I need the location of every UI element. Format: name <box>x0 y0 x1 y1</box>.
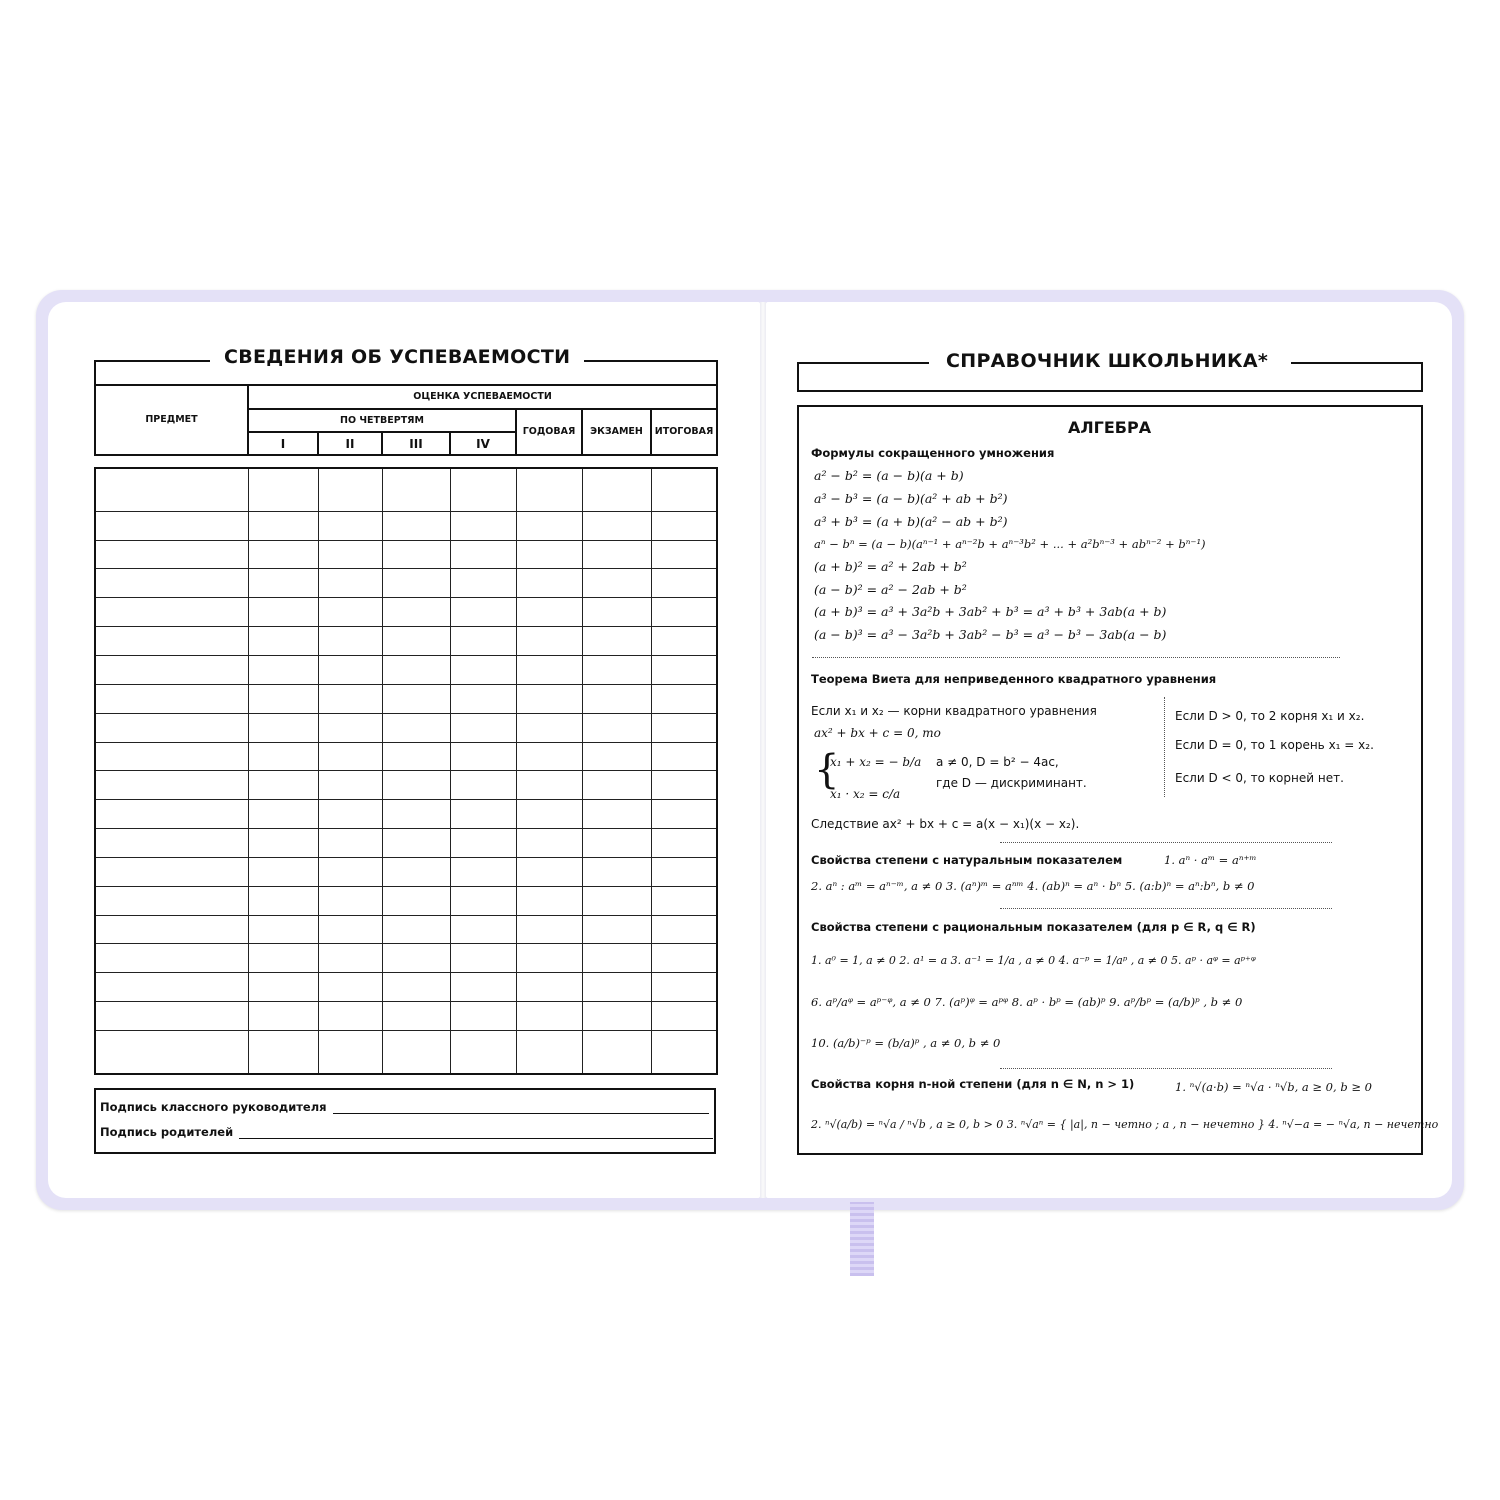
natural-heading: Свойства степени с натуральным показателем <box>811 853 1123 867</box>
subject-cell[interactable] <box>95 511 248 540</box>
grade-cell[interactable] <box>318 829 382 858</box>
subject-cell[interactable] <box>95 944 248 973</box>
grade-cell[interactable] <box>382 800 450 829</box>
quarter-4-header: IV <box>450 432 516 455</box>
grade-cell[interactable] <box>450 598 516 627</box>
left-page-title: СВЕДЕНИЯ ОБ УСПЕВАЕМОСТИ <box>210 346 584 368</box>
grades-grid-table <box>94 467 718 1075</box>
grade-cell[interactable] <box>382 857 450 886</box>
grade-cell[interactable] <box>516 829 582 858</box>
exam-header: ЭКЗАМЕН <box>582 409 651 455</box>
rational-rules-3: 10. (a/b)⁻ᵖ = (b/a)ᵖ , a ≠ 0, b ≠ 0 <box>811 1036 1001 1050</box>
grade-cell[interactable] <box>450 829 516 858</box>
rational-rules-1: 1. a⁰ = 1, a ≠ 0 2. a¹ = a 3. a⁻¹ = 1/a , a ≠ 0 4. a⁻ᵖ = 1/aᵖ , a ≠ 0 5. aᵖ · aᵠ = aᵖ⁺ᵠ <box>811 954 1256 967</box>
grade-cell[interactable] <box>582 627 651 656</box>
subject-cell[interactable] <box>95 857 248 886</box>
grade-cell[interactable] <box>318 713 382 742</box>
grade-cell[interactable] <box>318 656 382 685</box>
grade-cell[interactable] <box>382 944 450 973</box>
grade-row <box>95 598 717 627</box>
grade-cell[interactable] <box>318 973 382 1002</box>
parents-signature-label: Подпись родителей <box>100 1125 234 1139</box>
grade-cell[interactable] <box>582 684 651 713</box>
grade-cell[interactable] <box>248 800 318 829</box>
grade-row <box>95 713 717 742</box>
grade-cell[interactable] <box>450 771 516 800</box>
subject-header: ПРЕДМЕТ <box>95 385 248 455</box>
grade-cell[interactable] <box>450 468 516 511</box>
grade-cell[interactable] <box>651 857 717 886</box>
grade-cell[interactable] <box>582 468 651 511</box>
natural-rule-1: 1. aⁿ · aᵐ = aⁿ⁺ᵐ <box>1164 853 1257 867</box>
grade-cell[interactable] <box>382 742 450 771</box>
grade-cell[interactable] <box>318 800 382 829</box>
grade-cell[interactable] <box>651 915 717 944</box>
grade-cell[interactable] <box>248 569 318 598</box>
grade-cell[interactable] <box>651 569 717 598</box>
grade-cell[interactable] <box>516 684 582 713</box>
grade-row <box>95 829 717 858</box>
grade-cell[interactable] <box>450 800 516 829</box>
grade-cell[interactable] <box>516 800 582 829</box>
grade-cell[interactable] <box>516 771 582 800</box>
grade-row <box>95 771 717 800</box>
formula-line: (a − b)³ = a³ − 3a²b + 3ab² − b³ = a³ − b³ − 3ab(a − b) <box>814 627 1167 642</box>
grade-cell[interactable] <box>382 511 450 540</box>
grade-cell[interactable] <box>450 857 516 886</box>
grade-cell[interactable] <box>582 857 651 886</box>
grade-cell[interactable] <box>450 915 516 944</box>
grade-row <box>95 800 717 829</box>
grade-cell[interactable] <box>248 886 318 915</box>
parents-signature-row <box>100 1125 713 1139</box>
grade-cell[interactable] <box>651 800 717 829</box>
grade-cell[interactable] <box>450 684 516 713</box>
grade-cell[interactable] <box>651 973 717 1002</box>
grade-cell[interactable] <box>382 973 450 1002</box>
grade-cell[interactable] <box>248 1002 318 1031</box>
subject-cell[interactable] <box>95 656 248 685</box>
separator <box>812 657 1340 658</box>
grade-cell[interactable] <box>651 598 717 627</box>
quarters-header: ПО ЧЕТВЕРТЯМ <box>248 409 516 432</box>
grade-cell[interactable] <box>450 627 516 656</box>
grade-cell[interactable] <box>248 857 318 886</box>
teacher-signature-line[interactable] <box>333 1112 709 1114</box>
grade-cell[interactable] <box>248 468 318 511</box>
grade-cell[interactable] <box>582 656 651 685</box>
grade-row <box>95 1002 717 1031</box>
grade-cell[interactable] <box>248 713 318 742</box>
grade-cell[interactable] <box>382 829 450 858</box>
grade-cell[interactable] <box>651 511 717 540</box>
grade-cell[interactable] <box>382 684 450 713</box>
grade-cell[interactable] <box>450 540 516 569</box>
grade-cell[interactable] <box>248 973 318 1002</box>
grade-cell[interactable] <box>516 656 582 685</box>
grade-cell[interactable] <box>516 511 582 540</box>
grade-header: ОЦЕНКА УСПЕВАЕМОСТИ <box>248 385 717 409</box>
system-brace: { <box>814 747 840 793</box>
grade-cell[interactable] <box>450 656 516 685</box>
grade-cell[interactable] <box>248 511 318 540</box>
quarter-2-header: II <box>318 432 382 455</box>
grade-cell[interactable] <box>450 1030 516 1074</box>
grade-cell[interactable] <box>248 944 318 973</box>
grade-cell[interactable] <box>516 468 582 511</box>
grade-cell[interactable] <box>248 684 318 713</box>
subject-cell[interactable] <box>95 915 248 944</box>
grade-cell[interactable] <box>318 886 382 915</box>
vieta-case-3: Если D < 0, то корней нет. <box>1175 771 1344 785</box>
grade-cell[interactable] <box>318 598 382 627</box>
grade-row <box>95 627 717 656</box>
subject-cell[interactable] <box>95 468 248 511</box>
grade-row <box>95 511 717 540</box>
grade-row <box>95 569 717 598</box>
natural-rules: 2. aⁿ : aᵐ = aⁿ⁻ᵐ, a ≠ 0 3. (aⁿ)ᵐ = aⁿᵐ 4. (ab)ⁿ = aⁿ · bⁿ 5. (a:b)ⁿ = aⁿ:bⁿ, b ≠ 0 <box>811 879 1255 893</box>
subject-cell[interactable] <box>95 973 248 1002</box>
grade-cell[interactable] <box>516 569 582 598</box>
grade-cell[interactable] <box>651 540 717 569</box>
grade-cell[interactable] <box>248 829 318 858</box>
grade-cell[interactable] <box>318 684 382 713</box>
grade-cell[interactable] <box>318 468 382 511</box>
formula-line: (a + b)³ = a³ + 3a²b + 3ab² + b³ = a³ + b³ + 3ab(a + b) <box>814 604 1167 619</box>
grade-row <box>95 540 717 569</box>
grade-cell[interactable] <box>582 598 651 627</box>
subject-cell[interactable] <box>95 598 248 627</box>
grade-cell[interactable] <box>651 656 717 685</box>
grade-cell[interactable] <box>450 569 516 598</box>
grade-row <box>95 973 717 1002</box>
rational-rules-2: 6. aᵖ/aᵠ = aᵖ⁻ᵠ, a ≠ 0 7. (aᵖ)ᵠ = aᵖᵠ 8. aᵖ · bᵖ = (ab)ᵖ 9. aᵖ/bᵖ = (a/b)ᵖ , b ≠ 0 <box>811 995 1243 1009</box>
grade-cell[interactable] <box>318 540 382 569</box>
grade-cell[interactable] <box>248 771 318 800</box>
grade-row <box>95 1030 717 1074</box>
grade-cell[interactable] <box>516 742 582 771</box>
abbrev-heading: Формулы сокращенного умножения <box>811 446 1055 460</box>
teacher-signature-label: Подпись классного руководителя <box>100 1100 327 1114</box>
grade-cell[interactable] <box>318 511 382 540</box>
grade-cell[interactable] <box>582 742 651 771</box>
roots-rule-1: 1. ⁿ√(a·b) = ⁿ√a · ⁿ√b, a ≥ 0, b ≥ 0 <box>1175 1080 1372 1094</box>
formula-line: aⁿ − bⁿ = (a − b)(aⁿ⁻¹ + aⁿ⁻²b + aⁿ⁻³b² + ... + a²bⁿ⁻³ + abⁿ⁻² + bⁿ⁻¹) <box>814 537 1206 551</box>
grade-cell[interactable] <box>651 886 717 915</box>
grade-cell[interactable] <box>450 944 516 973</box>
vieta-sum: x₁ + x₂ = − b/a <box>830 755 922 769</box>
grade-cell[interactable] <box>318 627 382 656</box>
grade-row <box>95 915 717 944</box>
algebra-heading: АЛГЕБРА <box>1068 418 1152 437</box>
grade-cell[interactable] <box>382 1030 450 1074</box>
grade-row <box>95 656 717 685</box>
grade-row <box>95 886 717 915</box>
grade-cell[interactable] <box>582 973 651 1002</box>
grade-cell[interactable] <box>450 886 516 915</box>
grade-cell[interactable] <box>318 771 382 800</box>
teacher-signature-row <box>100 1100 709 1114</box>
vieta-condition-1: a ≠ 0, D = b² − 4ac, <box>936 755 1059 769</box>
bookmark-ribbon[interactable] <box>850 1202 874 1276</box>
grade-cell[interactable] <box>651 771 717 800</box>
grade-cell[interactable] <box>651 742 717 771</box>
vieta-product: x₁ · x₂ = c/a <box>830 787 901 801</box>
grade-cell[interactable] <box>582 1002 651 1031</box>
grade-cell[interactable] <box>651 713 717 742</box>
grade-cell[interactable] <box>582 540 651 569</box>
grade-cell[interactable] <box>382 1002 450 1031</box>
grade-cell[interactable] <box>382 915 450 944</box>
grade-row <box>95 742 717 771</box>
grade-cell[interactable] <box>382 540 450 569</box>
vieta-intro-1: Если x₁ и x₂ — корни квадратного уравнения <box>811 704 1097 718</box>
vieta-case-2: Если D = 0, то 1 корень x₁ = x₂. <box>1175 738 1374 752</box>
grade-cell[interactable] <box>382 627 450 656</box>
grade-cell[interactable] <box>516 598 582 627</box>
formula-line: (a + b)² = a² + 2ab + b² <box>814 559 967 574</box>
grade-cell[interactable] <box>582 1030 651 1074</box>
grade-cell[interactable] <box>450 973 516 1002</box>
subject-cell[interactable] <box>95 627 248 656</box>
rational-heading: Свойства степени с рациональным показателем (для p ∈ R, q ∈ R) <box>811 920 1256 934</box>
subject-cell[interactable] <box>95 684 248 713</box>
grade-cell[interactable] <box>516 1002 582 1031</box>
subject-cell[interactable] <box>95 540 248 569</box>
grade-cell[interactable] <box>248 598 318 627</box>
grade-cell[interactable] <box>582 800 651 829</box>
grade-cell[interactable] <box>582 511 651 540</box>
grade-cell[interactable] <box>450 511 516 540</box>
grade-cell[interactable] <box>516 713 582 742</box>
right-page-title: СПРАВОЧНИК ШКОЛЬНИКА* <box>946 350 1269 372</box>
signature-box <box>94 1088 716 1154</box>
grade-cell[interactable] <box>248 656 318 685</box>
grade-cell[interactable] <box>516 627 582 656</box>
vieta-corollary: Следствие ax² + bx + c = a(x − x₁)(x − x₂). <box>811 817 1080 831</box>
notebook-spine <box>760 302 766 1198</box>
grade-cell[interactable] <box>516 857 582 886</box>
subject-cell[interactable] <box>95 713 248 742</box>
vieta-intro-2: ax² + bx + c = 0, то <box>814 726 941 740</box>
grade-cell[interactable] <box>318 1030 382 1074</box>
grade-cell[interactable] <box>516 915 582 944</box>
grade-cell[interactable] <box>382 569 450 598</box>
grade-cell[interactable] <box>450 742 516 771</box>
subject-cell[interactable] <box>95 742 248 771</box>
grade-cell[interactable] <box>450 1002 516 1031</box>
grade-cell[interactable] <box>651 468 717 511</box>
grade-cell[interactable] <box>651 1002 717 1031</box>
grade-cell[interactable] <box>450 713 516 742</box>
grade-cell[interactable] <box>318 1002 382 1031</box>
grade-cell[interactable] <box>651 829 717 858</box>
grade-cell[interactable] <box>582 713 651 742</box>
grade-cell[interactable] <box>248 915 318 944</box>
grade-cell[interactable] <box>382 771 450 800</box>
grade-cell[interactable] <box>382 656 450 685</box>
grade-cell[interactable] <box>516 973 582 1002</box>
separator <box>1000 908 1332 909</box>
subject-cell[interactable] <box>95 771 248 800</box>
grade-cell[interactable] <box>516 944 582 973</box>
grade-cell[interactable] <box>382 713 450 742</box>
grade-cell[interactable] <box>318 944 382 973</box>
grade-cell[interactable] <box>318 915 382 944</box>
subject-cell[interactable] <box>95 886 248 915</box>
separator <box>1000 842 1332 843</box>
grade-cell[interactable] <box>516 886 582 915</box>
subject-cell[interactable] <box>95 829 248 858</box>
grade-cell[interactable] <box>318 569 382 598</box>
grade-cell[interactable] <box>582 569 651 598</box>
grade-cell[interactable] <box>248 540 318 569</box>
grade-cell[interactable] <box>248 742 318 771</box>
yearly-header: ГОДОВАЯ <box>516 409 582 455</box>
grade-cell[interactable] <box>248 1030 318 1074</box>
grade-row <box>95 468 717 511</box>
grade-row <box>95 944 717 973</box>
roots-rules: 2. ⁿ√(a/b) = ⁿ√a / ⁿ√b , a ≥ 0, b > 0 3. ⁿ√aⁿ = { |a|, n − четно ; a , n − нечетно } 4. ⁿ√−a = − ⁿ√a, n − нечетно <box>811 1118 1439 1131</box>
parents-signature-line[interactable] <box>239 1137 713 1139</box>
separator <box>1000 1068 1332 1069</box>
grade-cell[interactable] <box>651 944 717 973</box>
grade-cell[interactable] <box>651 684 717 713</box>
vertical-separator <box>1164 697 1165 797</box>
vieta-condition-2: где D — дискриминант. <box>936 776 1087 790</box>
grade-cell[interactable] <box>516 1030 582 1074</box>
quarter-1-header: I <box>248 432 318 455</box>
grade-row <box>95 857 717 886</box>
formula-line: a³ − b³ = (a − b)(a² + ab + b²) <box>814 491 1008 506</box>
quarter-3-header: III <box>382 432 450 455</box>
grades-header-table <box>94 384 718 456</box>
grade-cell[interactable] <box>248 627 318 656</box>
grade-cell[interactable] <box>582 829 651 858</box>
subject-cell[interactable] <box>95 800 248 829</box>
formula-line: (a − b)² = a² − 2ab + b² <box>814 582 967 597</box>
grade-cell[interactable] <box>318 857 382 886</box>
grade-cell[interactable] <box>651 1030 717 1074</box>
grade-cell[interactable] <box>582 915 651 944</box>
formula-line: a² − b² = (a − b)(a + b) <box>814 468 964 483</box>
roots-heading: Свойства корня n-ной степени (для n ∈ N, n > 1) <box>811 1077 1135 1091</box>
grade-cell[interactable] <box>651 627 717 656</box>
vieta-case-1: Если D > 0, то 2 корня x₁ и x₂. <box>1175 709 1365 723</box>
grade-cell[interactable] <box>516 540 582 569</box>
final-header: ИТОГОВАЯ <box>651 409 717 455</box>
grade-cell[interactable] <box>582 944 651 973</box>
grade-cell[interactable] <box>382 598 450 627</box>
grade-cell[interactable] <box>582 886 651 915</box>
grade-cell[interactable] <box>382 886 450 915</box>
subject-cell[interactable] <box>95 1002 248 1031</box>
formula-line: a³ + b³ = (a + b)(a² − ab + b²) <box>814 514 1008 529</box>
vieta-heading: Теорема Виета для неприведенного квадратного уравнения <box>811 672 1217 686</box>
subject-cell[interactable] <box>95 1030 248 1074</box>
grade-row <box>95 684 717 713</box>
grade-cell[interactable] <box>318 742 382 771</box>
grade-cell[interactable] <box>582 771 651 800</box>
subject-cell[interactable] <box>95 569 248 598</box>
grade-cell[interactable] <box>382 468 450 511</box>
